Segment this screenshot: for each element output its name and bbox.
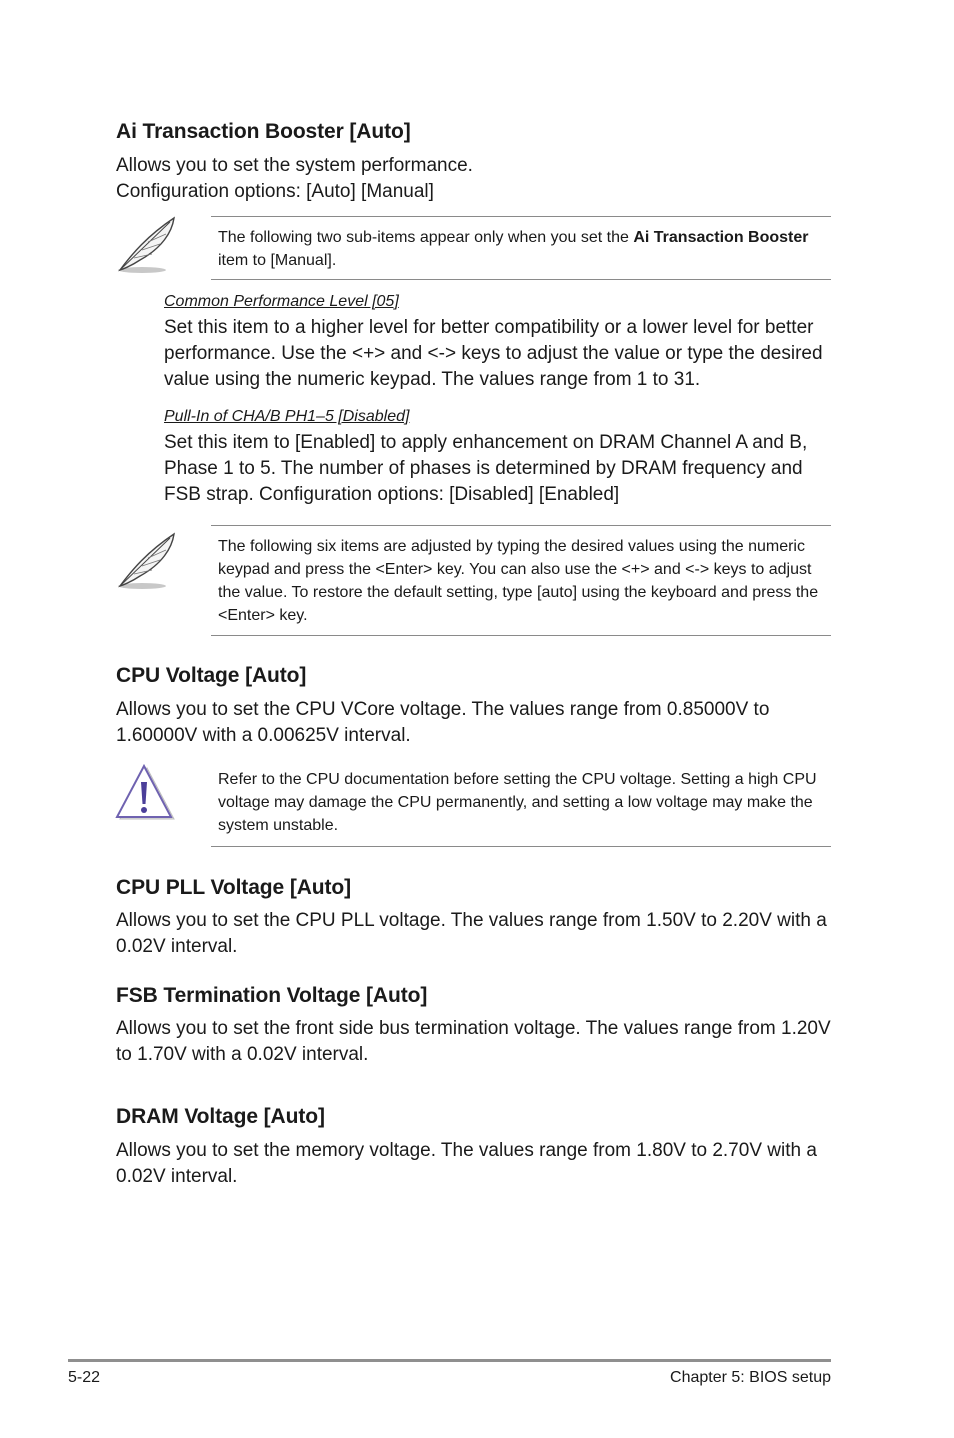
subitem-title-pull-in: Pull-In of CHA/B PH1–5 [Disabled] <box>164 408 410 425</box>
warning-text-cpu-voltage: Refer to the CPU documentation before setting the CPU voltage. Setting a high CPU voltage may damage the CPU permanently, and setting a low voltage may make the system unstable. <box>218 771 817 834</box>
ai-booster-desc-line1: Allows you to set the system performance. <box>116 155 473 176</box>
pull-in-description: Set this item to [Enabled] to apply enhancement on DRAM Channel A and B, Phase 1 to 5. The number of phases is determined by DRAM frequency and FSB strap. Configuration options: [Disabled] [Enabled] <box>164 432 808 505</box>
note-feather-icon <box>112 530 182 597</box>
note-text-six-items: The following six items are adjusted by typing the desired values using the numeric keypad and press the <Enter> key. You can also use the <+> and <-> keys to adjust the value. To restore the default setting, type [auto] using the keyboard and press the <Enter> key. <box>218 538 819 624</box>
section-title-dram-voltage: DRAM Voltage [Auto] <box>116 1105 325 1128</box>
note-box-ai-booster <box>211 216 831 280</box>
note-text-part: item to [Manual]. <box>218 252 337 269</box>
section-title-cpu-voltage: CPU Voltage [Auto] <box>116 664 307 687</box>
common-performance-description: Set this item to a higher level for better compatibility or a lower level for better performance. Use the <+> and <-> keys to adjust the value or type the desired value using the numeric keypad. The values range from 1 to 31. <box>164 317 823 390</box>
dram-voltage-description: Allows you to set the memory voltage. The values range from 1.80V to 2.70V with a 0.02V interval. <box>116 1140 817 1187</box>
section-title-fsb-termination-voltage: FSB Termination Voltage [Auto] <box>116 984 428 1007</box>
warning-icon <box>114 764 176 829</box>
page-number: 5-22 <box>68 1369 101 1386</box>
cpu-voltage-description: Allows you to set the CPU VCore voltage. The values range from 0.85000V to 1.60000V with a 0.00625V interval. <box>116 699 770 746</box>
note-text-ai-booster <box>211 217 831 272</box>
footer-rule <box>68 1359 831 1362</box>
note-text-bold: Ai Transaction Booster <box>633 229 809 246</box>
chapter-title: Chapter 5: BIOS setup <box>670 1369 831 1386</box>
note-text-part: The following two sub-items appear only when you set the <box>218 229 634 246</box>
ai-booster-description <box>116 153 836 205</box>
cpu-pll-voltage-description: Allows you to set the CPU PLL voltage. The values range from 1.50V to 2.20V with a 0.02V interval. <box>116 910 827 957</box>
note-box-six-items <box>211 525 831 636</box>
note-feather-icon <box>112 214 182 281</box>
fsb-termination-voltage-description: Allows you to set the front side bus termination voltage. The values range from 1.20V to 1.70V with a 0.02V interval. <box>116 1018 831 1065</box>
subitem-title-common-performance-level: Common Performance Level [05] <box>164 293 399 310</box>
section-title-cpu-pll-voltage: CPU PLL Voltage [Auto] <box>116 876 352 899</box>
warning-box-cpu-voltage <box>211 760 831 847</box>
ai-booster-desc-line2: Configuration options: [Auto] [Manual] <box>116 181 434 202</box>
section-title-ai-transaction-booster: Ai Transaction Booster [Auto] <box>116 120 411 143</box>
